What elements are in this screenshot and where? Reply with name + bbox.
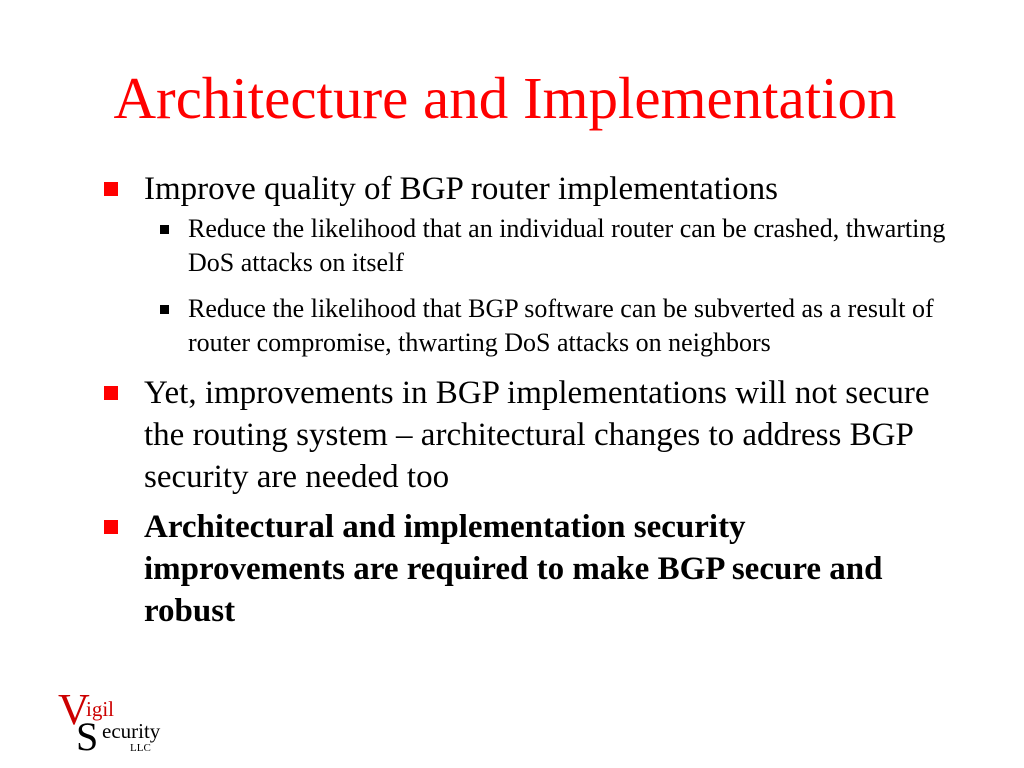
sub-bullet-list bbox=[144, 212, 950, 360]
bullet-text: Yet, improvements in BGP implementations will not secure the routing system – architectural changes to address BGP security are needed too bbox=[144, 375, 930, 495]
logo-text-igil: igil bbox=[86, 697, 115, 721]
logo-letter-s: S bbox=[76, 714, 99, 759]
bullet-text: Improve quality of BGP router implementations bbox=[144, 171, 778, 207]
bullet-text: Architectural and implementation security improvements are required to make BGP secure and robust bbox=[144, 509, 883, 629]
sub-bullet-text: Reduce the likelihood that an individual router can be crashed, thwarting DoS attacks on itself bbox=[188, 214, 946, 277]
logo-text-llc: LLC bbox=[130, 742, 151, 754]
square-bullet-icon bbox=[104, 182, 118, 196]
vigil-security-logo bbox=[58, 685, 188, 760]
logo-text-ecurity: ecurity bbox=[102, 719, 161, 743]
bullet-item-emphasized bbox=[100, 506, 950, 632]
logo-letter-v: V bbox=[58, 685, 90, 734]
small-square-bullet-icon bbox=[160, 305, 169, 314]
bullet-item bbox=[100, 372, 950, 498]
sub-bullet-item bbox=[144, 292, 950, 360]
sub-bullet-text: Reduce the likelihood that BGP software can be subverted as a result of router compromise, thwarting DoS attacks on neighbors bbox=[188, 294, 934, 357]
small-square-bullet-icon bbox=[160, 225, 169, 234]
sub-bullet-item bbox=[144, 212, 950, 280]
square-bullet-icon bbox=[104, 386, 118, 400]
bullet-list bbox=[100, 168, 950, 640]
bullet-item bbox=[100, 168, 950, 360]
square-bullet-icon bbox=[104, 520, 118, 534]
slide-title: Architecture and Implementation bbox=[113, 65, 897, 131]
